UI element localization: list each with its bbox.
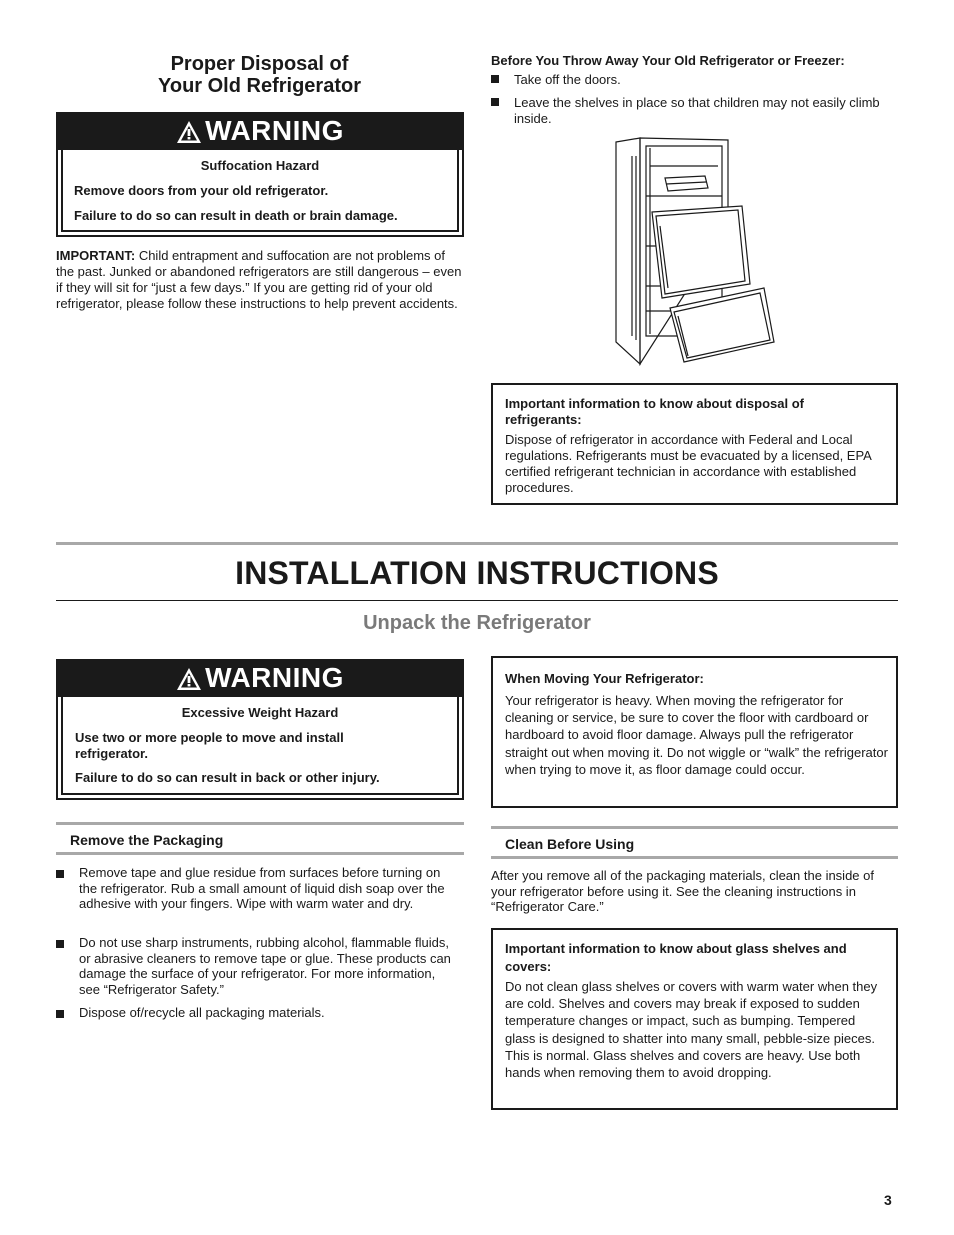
subsection-rule	[491, 826, 898, 829]
moving-info-heading: When Moving Your Refrigerator:	[505, 671, 704, 686]
installation-instructions-title: INSTALLATION INSTRUCTIONS	[235, 555, 719, 591]
list-item-text: Dispose of/recycle all packaging materials.	[79, 1005, 325, 1020]
warning-banner	[56, 112, 464, 150]
list-item	[491, 72, 901, 88]
important-paragraph	[56, 248, 466, 312]
moving-info-text: Your refrigerator is heavy. When moving the refrigerator for cleaning or service, be sure to cover the floor with cardboard or hardboard to avoid floor damage. Always pull the refrigerator straight out when moving it. Do not wiggle or “walk” the refrigerator when trying to move it, as floor damage could occur.	[505, 693, 888, 777]
unpack-heading: Unpack the Refrigerator	[363, 612, 591, 634]
clean-text: After you remove all of the packaging materials, clean the inside of your refrigerator before using it. See the cleaning instructions in “Refrigerator Care.”	[491, 868, 874, 914]
refrigerator-doors-removed-illustration	[610, 136, 778, 366]
bullet-icon	[56, 940, 64, 948]
list-item	[56, 865, 456, 912]
subsection-rule	[56, 852, 464, 855]
title-underline	[56, 600, 898, 601]
list-item-text: Remove tape and glue residue from surfaces before turning on the refrigerator. Rub a small amount of liquid dish soap over the adhesive with your fingers. Wipe with warm water and dry.	[79, 865, 445, 911]
bullet-icon	[491, 75, 499, 83]
subsection-rule	[56, 822, 464, 825]
disposal-heading-line2: Your Old Refrigerator	[158, 75, 361, 97]
refrigerant-info-text: Dispose of refrigerator in accordance with Federal and Local regulations. Refrigerants must be evacuated by a licensed, EPA certified refrigerant technician in accordance with established procedures.	[505, 432, 872, 495]
warning-line: Use two or more people to move and install refrigerator.	[75, 730, 344, 761]
warning-line: Failure to do so can result in death or brain damage.	[74, 208, 398, 223]
warning-line: Failure to do so can result in back or other injury.	[75, 770, 380, 785]
suffocation-warning-box	[56, 112, 464, 237]
bullet-icon	[56, 870, 64, 878]
clean-before-using-heading: Clean Before Using	[505, 836, 635, 852]
list-item	[56, 1005, 456, 1021]
warning-label: WARNING	[205, 662, 344, 693]
disposal-heading-line1: Proper Disposal of	[170, 53, 349, 75]
remove-packaging-heading: Remove the Packaging	[70, 832, 224, 848]
warning-line: Remove doors from your old refrigerator.	[74, 183, 329, 198]
list-item-text: Leave the shelves in place so that children may not easily climb inside.	[514, 95, 880, 126]
glass-shelves-info-box	[491, 928, 898, 1110]
moving-info-box	[491, 656, 898, 808]
warning-banner	[56, 659, 464, 697]
warning-label: WARNING	[205, 115, 344, 146]
important-label: IMPORTANT:	[56, 248, 136, 263]
warning-triangle-icon	[176, 120, 202, 144]
refrigerant-info-heading: Important information to know about disposal of refrigerants:	[505, 396, 804, 427]
weight-warning-box	[56, 659, 464, 800]
warning-triangle-icon	[176, 667, 202, 691]
bullet-icon	[491, 98, 499, 106]
glass-info-heading: Important information to know about glass shelves and covers:	[505, 941, 847, 974]
list-item	[491, 95, 901, 126]
disposal-heading	[56, 53, 463, 97]
bullet-icon	[56, 1010, 64, 1018]
section-divider	[56, 542, 898, 545]
page-number: 3	[884, 1192, 892, 1208]
warning-hazard-title: Suffocation Hazard	[200, 158, 320, 173]
important-text: Child entrapment and suffocation are not problems of the past. Junked or abandoned refrigerators are still dangerous – even if they will sit for “just a few days.” If you are getting rid of your old refrigerator, please follow these instructions to help prevent accidents.	[56, 248, 462, 311]
glass-info-text: Do not clean glass shelves or covers with warm water when they are cold. Shelves and covers may break if exposed to sudden temperature changes or impact, such as bumping. Tempered glass is designed to shatter into many small, pebble-size pieces. This is normal. Glass shelves and covers are heavy. Use both hands when removing them to avoid dropping.	[505, 979, 878, 1081]
list-item-text: Do not use sharp instruments, rubbing alcohol, flammable fluids, or abrasive cleaners to remove tape or glue. These products can damage the surface of your refrigerator. For more information, see “Refrigerator Safety.”	[79, 935, 451, 997]
list-item	[56, 935, 456, 997]
warning-hazard-title: Excessive Weight Hazard	[181, 705, 339, 720]
refrigerant-info-box	[491, 383, 898, 505]
list-item-text: Take off the doors.	[514, 72, 621, 87]
subsection-rule	[491, 856, 898, 859]
before-throw-away-heading: Before You Throw Away Your Old Refrigerator or Freezer:	[491, 53, 845, 68]
